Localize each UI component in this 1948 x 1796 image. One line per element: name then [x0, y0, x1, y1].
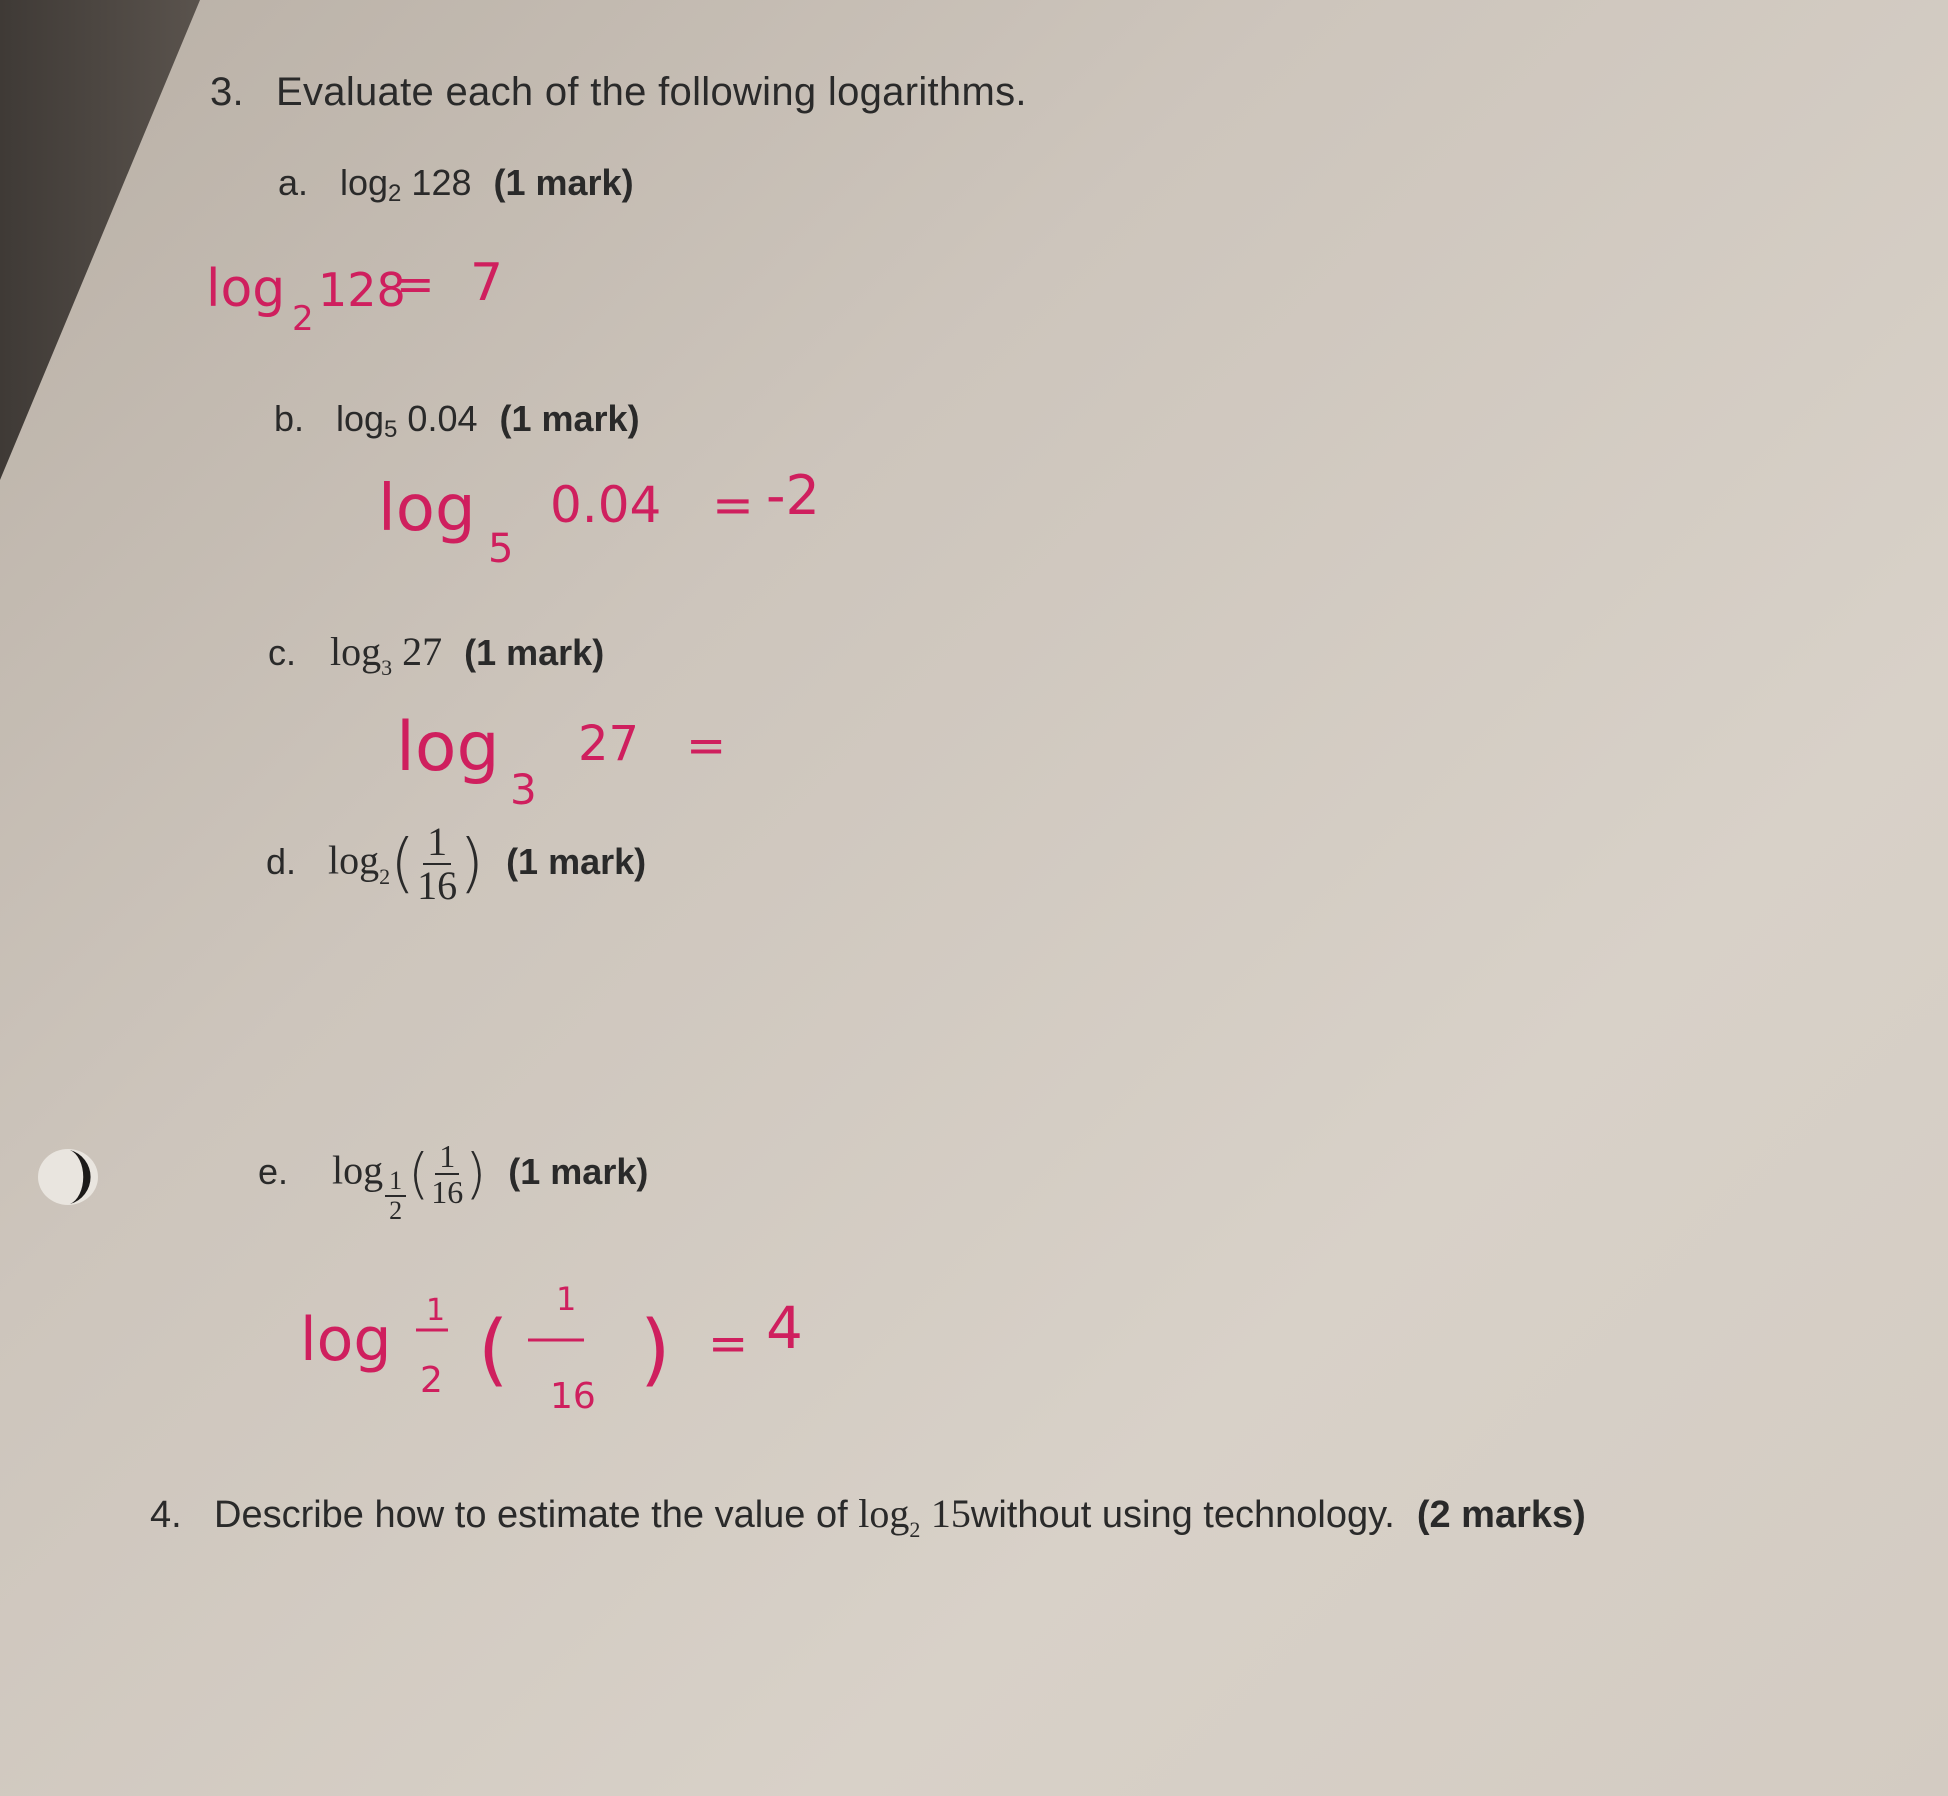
hw-argument: 128: [318, 263, 406, 317]
hw-equals: =: [396, 257, 435, 311]
log-text: log: [330, 629, 382, 674]
hw-answer: 4: [766, 1294, 803, 1362]
hw-base: 3: [510, 765, 537, 814]
part-letter: e.: [258, 1150, 289, 1192]
answer-c: [396, 708, 726, 814]
hw-log: log: [300, 1305, 392, 1375]
hw-equals: =: [712, 476, 754, 534]
hw-log: log: [396, 708, 500, 787]
question-number: 3.: [210, 70, 244, 114]
fraction-numerator: 1: [435, 1140, 459, 1175]
hw-equals: =: [686, 718, 727, 774]
part-letter: b.: [274, 398, 305, 439]
right-paren: ): [459, 827, 485, 901]
question-number: 4.: [150, 1494, 182, 1536]
fraction-denominator: 16: [417, 863, 458, 908]
left-paren: (: [408, 1142, 430, 1206]
marks-label: (1 mark): [464, 632, 605, 673]
log-base: 3: [381, 655, 393, 680]
answer-b: [378, 464, 820, 572]
hw-base-denominator: 2: [420, 1360, 443, 1401]
hw-base: 5: [488, 526, 514, 572]
log-argument: 27: [402, 629, 443, 674]
right-paren: ): [465, 1142, 487, 1206]
left-paren: (: [390, 827, 416, 901]
part-letter: a.: [278, 162, 309, 203]
marks-label: (1 mark): [493, 162, 634, 203]
part-letter: d.: [266, 840, 297, 882]
question-text-start: Describe how to estimate the value of: [214, 1494, 848, 1536]
answer-e: [300, 1280, 803, 1417]
log-text: log: [336, 398, 385, 439]
log-base: 2: [379, 863, 391, 889]
question-text-end: without using technology.: [970, 1494, 1395, 1536]
question-title: Evaluate each of the following logarithms.: [276, 70, 1027, 114]
log-base: 5: [384, 416, 398, 443]
log-argument: 128: [411, 162, 472, 203]
hw-right-paren: ): [640, 1305, 671, 1395]
marks-label: (1 mark): [508, 1150, 649, 1192]
log-text: log: [340, 162, 389, 203]
answer-a: [206, 253, 503, 339]
log-argument: 0.04: [407, 398, 478, 439]
hw-log: log: [378, 472, 476, 546]
hw-left-paren: (: [478, 1305, 509, 1395]
marks-label: (1 mark): [506, 840, 647, 882]
hw-base: 2: [292, 299, 314, 339]
hw-numerator: 1: [556, 1280, 577, 1318]
fraction-denominator: 16: [431, 1174, 464, 1210]
log-base: 2: [909, 1517, 921, 1542]
log-argument: 15: [930, 1491, 971, 1536]
base-denominator: 2: [389, 1196, 403, 1225]
hw-argument: 27: [578, 716, 640, 772]
marks-label: (1 mark): [499, 398, 640, 439]
log-text: log: [332, 1147, 384, 1193]
hw-argument: 0.04: [550, 476, 662, 534]
hw-log: log: [206, 259, 286, 319]
hw-denominator: 16: [550, 1376, 596, 1417]
log-base: 2: [388, 180, 402, 207]
hw-answer: -2: [766, 464, 820, 527]
base-numerator: 1: [385, 1168, 406, 1197]
hw-base-numerator: 1: [426, 1293, 446, 1328]
part-letter: c.: [268, 632, 297, 673]
hw-equals: =: [708, 1316, 749, 1372]
log-text: log: [858, 1491, 910, 1536]
log-text: log: [328, 837, 380, 883]
marks-label: (2 marks): [1416, 1494, 1586, 1536]
hw-answer: 7: [470, 253, 504, 313]
fraction-numerator: 1: [423, 822, 451, 865]
